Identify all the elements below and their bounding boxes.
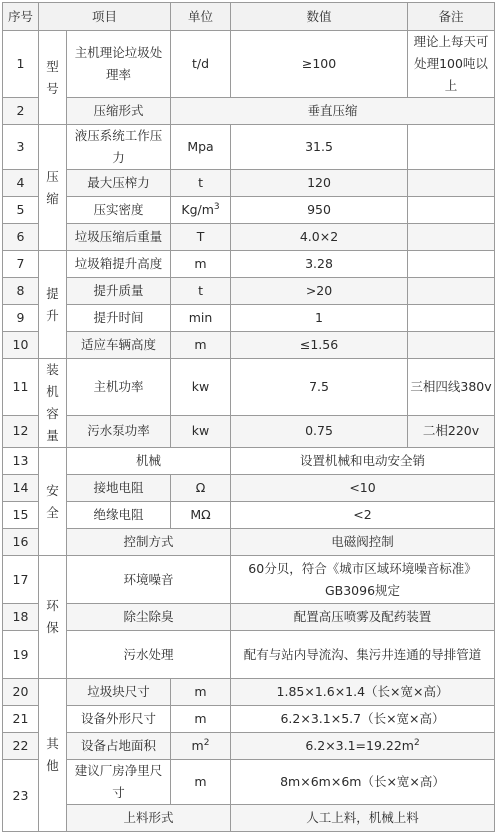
row-number: 14 xyxy=(3,475,39,502)
row-number: 13 xyxy=(3,448,39,475)
value-cell: 31.5 xyxy=(231,125,408,170)
unit-cell xyxy=(171,733,231,760)
item-name: 主机理论垃圾处理率 xyxy=(67,31,171,98)
value-cell: 配置高压喷雾及配药装置 xyxy=(231,604,495,631)
table-row xyxy=(3,760,495,805)
note-cell xyxy=(408,197,495,224)
value-cell: 950 xyxy=(231,197,408,224)
note-cell: 三相四线380v xyxy=(408,359,495,416)
note-cell xyxy=(408,305,495,332)
unit-cell: m xyxy=(171,679,231,706)
item-name: 上料形式 xyxy=(67,805,231,832)
item-name: 液压系统工作压力 xyxy=(67,125,171,170)
header-row xyxy=(3,3,495,31)
value-cell: 1.85×1.6×1.4（长×宽×高） xyxy=(231,679,495,706)
value-cell: 6.2×3.1×5.7（长×宽×高） xyxy=(231,706,495,733)
row-number: 20 xyxy=(3,679,39,706)
unit-cell: m xyxy=(171,706,231,733)
spec-table xyxy=(2,2,495,832)
table-row xyxy=(3,502,495,529)
table-row xyxy=(3,197,495,224)
row-number: 18 xyxy=(3,604,39,631)
value-cell xyxy=(231,733,495,760)
row-number: 3 xyxy=(3,125,39,170)
table-row xyxy=(3,31,495,98)
row-number: 5 xyxy=(3,197,39,224)
group-label-compress: 压缩 xyxy=(39,125,67,251)
note-cell xyxy=(408,170,495,197)
unit-cell: m xyxy=(171,760,231,805)
unit-superscript: 3 xyxy=(213,201,220,212)
group-label-lift: 提升 xyxy=(39,251,67,359)
item-name: 设备外形尺寸 xyxy=(67,706,171,733)
value-cell: 4.0×2 xyxy=(231,224,408,251)
header-note: 备注 xyxy=(408,3,495,31)
row-number: 2 xyxy=(3,98,39,125)
unit-cell: t xyxy=(171,170,231,197)
table-row xyxy=(3,631,495,679)
item-name: 污水泵功率 xyxy=(67,415,171,447)
group-label-safety: 安全 xyxy=(39,448,67,556)
table-row xyxy=(3,733,495,760)
value-superscript: 2 xyxy=(413,737,420,748)
item-name: 压缩形式 xyxy=(67,98,171,125)
row-number: 16 xyxy=(3,529,39,556)
item-name: 提升时间 xyxy=(67,305,171,332)
value-cell: 配有与站内导流沟、集污井连通的导排管道 xyxy=(231,631,495,679)
row-number: 1 xyxy=(3,31,39,98)
unit-text: Kg/m xyxy=(181,202,214,217)
item-name: 设备占地面积 xyxy=(67,733,171,760)
row-number: 4 xyxy=(3,170,39,197)
row-number: 6 xyxy=(3,224,39,251)
row-number: 12 xyxy=(3,415,39,447)
table-row xyxy=(3,305,495,332)
table-row xyxy=(3,415,495,447)
item-name: 接地电阻 xyxy=(67,475,171,502)
value-cell: 垂直压缩 xyxy=(171,98,495,125)
row-number: 23 xyxy=(3,760,39,832)
item-name: 主机功率 xyxy=(67,359,171,416)
header-value: 数值 xyxy=(231,3,408,31)
value-cell: ≤1.56 xyxy=(231,332,408,359)
value-cell: 设置机械和电动安全销 xyxy=(231,448,495,475)
item-name: 控制方式 xyxy=(67,529,231,556)
header-unit: 单位 xyxy=(171,3,231,31)
value-cell: >20 xyxy=(231,278,408,305)
item-name: 绝缘电阻 xyxy=(67,502,171,529)
table-row xyxy=(3,98,495,125)
row-number: 9 xyxy=(3,305,39,332)
table-row xyxy=(3,805,495,832)
table-row xyxy=(3,604,495,631)
note-cell xyxy=(408,278,495,305)
row-number: 17 xyxy=(3,556,39,604)
value-cell: 8m×6m×6m（长×宽×高） xyxy=(231,760,495,805)
item-name: 垃圾箱提升高度 xyxy=(67,251,171,278)
note-cell xyxy=(408,332,495,359)
note-cell xyxy=(408,125,495,170)
item-name: 垃圾块尺寸 xyxy=(67,679,171,706)
value-text: 6.2×3.1=19.22m xyxy=(305,738,414,753)
item-name: 压实密度 xyxy=(67,197,171,224)
item-name: 机械 xyxy=(67,448,231,475)
unit-cell: m xyxy=(171,332,231,359)
value-cell: <10 xyxy=(231,475,495,502)
row-number: 11 xyxy=(3,359,39,416)
note-cell xyxy=(408,224,495,251)
header-seq: 序号 xyxy=(3,3,39,31)
item-name: 除尘除臭 xyxy=(67,604,231,631)
group-label-other: 其他 xyxy=(39,679,67,832)
item-name: 环境噪音 xyxy=(67,556,231,604)
unit-cell: MΩ xyxy=(171,502,231,529)
table-row xyxy=(3,278,495,305)
unit-cell: min xyxy=(171,305,231,332)
unit-cell: m xyxy=(171,251,231,278)
row-number: 21 xyxy=(3,706,39,733)
value-cell: 7.5 xyxy=(231,359,408,416)
note-cell xyxy=(408,251,495,278)
row-number: 8 xyxy=(3,278,39,305)
table-row xyxy=(3,475,495,502)
row-number: 10 xyxy=(3,332,39,359)
value-cell: 3.28 xyxy=(231,251,408,278)
note-cell: 理论上每天可处理100吨以上 xyxy=(408,31,495,98)
value-cell: 人工上料，机械上料 xyxy=(231,805,495,832)
item-name: 适应车辆高度 xyxy=(67,332,171,359)
header-item: 项目 xyxy=(39,3,171,31)
table-row xyxy=(3,125,495,170)
value-cell: 0.75 xyxy=(231,415,408,447)
table-row xyxy=(3,556,495,604)
table-row xyxy=(3,706,495,733)
note-cell: 二相220v xyxy=(408,415,495,447)
item-name: 建议厂房净里尺寸 xyxy=(67,760,171,805)
table-row xyxy=(3,332,495,359)
unit-text: m xyxy=(191,738,204,753)
value-cell: 60分贝，符合《城市区域环境噪音标准》GB3096规定 xyxy=(231,556,495,604)
group-label-model: 型号 xyxy=(39,31,67,125)
row-number: 15 xyxy=(3,502,39,529)
row-number: 19 xyxy=(3,631,39,679)
unit-cell: Ω xyxy=(171,475,231,502)
unit-cell: kw xyxy=(171,415,231,447)
value-cell: 1 xyxy=(231,305,408,332)
table-row xyxy=(3,251,495,278)
row-number: 7 xyxy=(3,251,39,278)
row-number: 22 xyxy=(3,733,39,760)
item-name: 提升质量 xyxy=(67,278,171,305)
table-row xyxy=(3,170,495,197)
unit-cell xyxy=(171,197,231,224)
unit-superscript: 2 xyxy=(203,737,210,748)
item-name: 污水处理 xyxy=(67,631,231,679)
table-row xyxy=(3,529,495,556)
group-label-env: 环保 xyxy=(39,556,67,679)
unit-cell: t xyxy=(171,278,231,305)
table-row xyxy=(3,679,495,706)
table-row xyxy=(3,224,495,251)
unit-cell: t/d xyxy=(171,31,231,98)
table-row xyxy=(3,448,495,475)
group-label-capacity: 装机容量 xyxy=(39,359,67,448)
table-row xyxy=(3,359,495,416)
value-cell: 电磁阀控制 xyxy=(231,529,495,556)
value-cell: <2 xyxy=(231,502,495,529)
value-cell: 120 xyxy=(231,170,408,197)
unit-cell: T xyxy=(171,224,231,251)
unit-cell: Mpa xyxy=(171,125,231,170)
value-cell: ≥100 xyxy=(231,31,408,98)
item-name: 垃圾压缩后重量 xyxy=(67,224,171,251)
unit-cell: kw xyxy=(171,359,231,416)
item-name: 最大压榨力 xyxy=(67,170,171,197)
